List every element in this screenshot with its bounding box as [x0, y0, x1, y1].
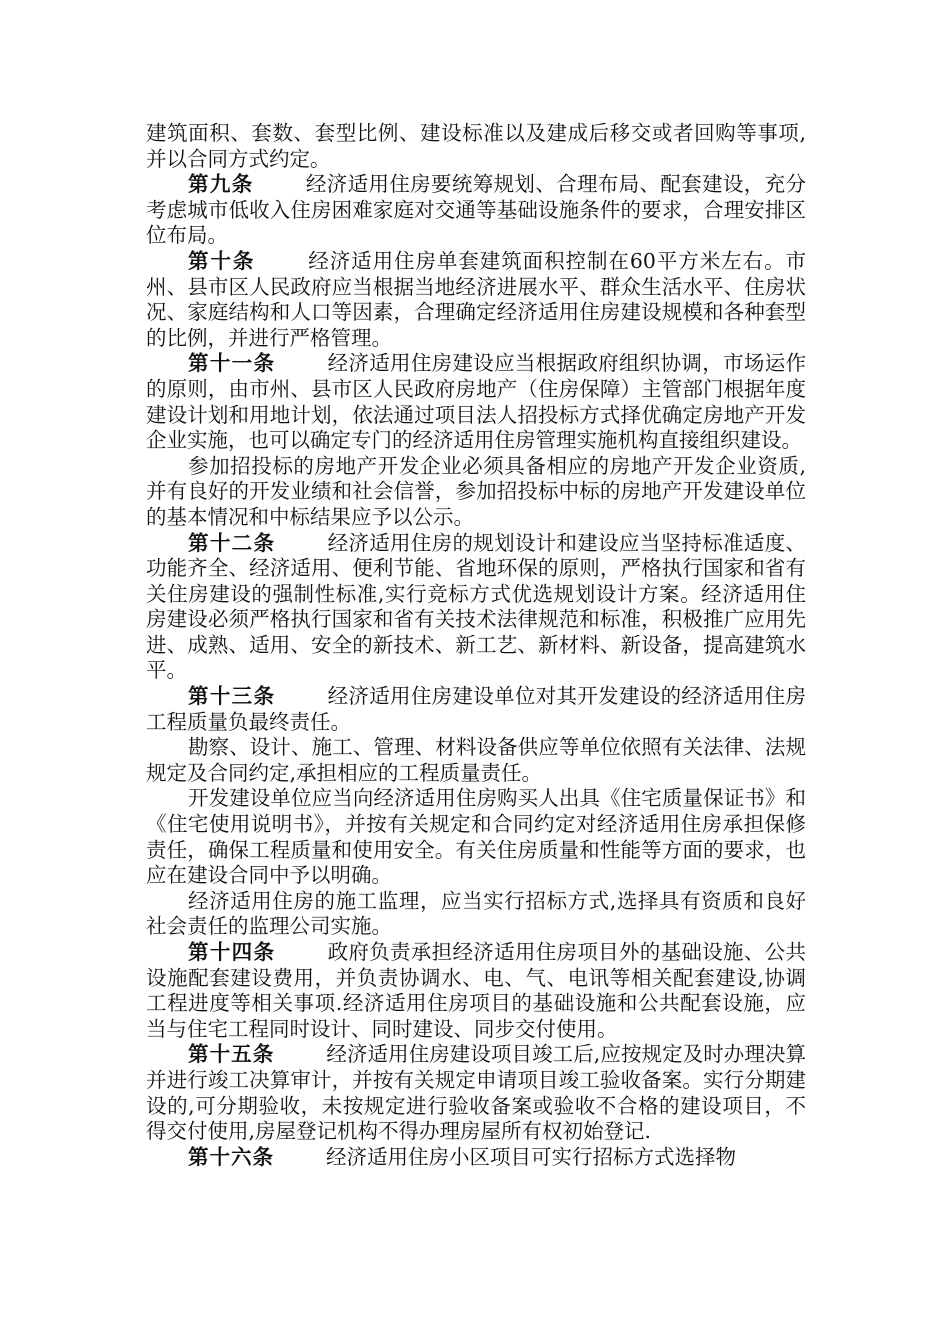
- paragraph: [146, 454, 806, 531]
- article-13: [146, 684, 806, 735]
- paragraph: [146, 121, 806, 172]
- article-text: 经济适用住房的规划设计和建设应当坚持标准适度、功能齐全、经济适用、便利节能、省地环保的原则，严格执行国家和省有关住房建设的强制性标准,实行竞标方式优选规划设计方案。经济适用住房建设必须严格执行国家和省有关技术法律规范和标准，积极推广应用先进、成熟、适用、安全的新技术、新工艺、新材料、新设备，提高建筑水平。: [146, 530, 807, 683]
- article-10: [146, 249, 806, 351]
- article-label: 第十二条: [188, 530, 276, 555]
- paragraph: [146, 786, 806, 888]
- article-label: 第十六条: [188, 1144, 274, 1169]
- article-12: [146, 531, 806, 685]
- paragraph-text: 经济适用住房的施工监理，应当实行招标方式,选择具有资质和良好社会责任的监理公司实施。: [146, 888, 806, 939]
- article-label: 第十四条: [188, 940, 276, 964]
- paragraph: [146, 889, 806, 940]
- article-9: [146, 172, 806, 249]
- paragraph-text: 建筑面积、套数、套型比例、建设标准以及建成后移交或者回购等事项,并以合同方式约定。: [146, 121, 806, 171]
- article-16: [146, 1145, 806, 1171]
- document-page: [146, 121, 806, 1170]
- article-text: 经济适用住房小区项目可实行招标方式选择物: [326, 1144, 736, 1169]
- article-text: 经济适用住房单套建筑面积控制在60平方米左右。市州、县市区人民政府应当根据当地经济进展水平、群众生活水平、住房状况、家庭结构和人口等因素，合理确定经济适用住房建设规模和各种套型的比例，并进行严格管理。: [146, 248, 807, 350]
- paragraph-text: 开发建设单位应当向经济适用住房购买人出具《住宅质量保证书》和《住宅使用说明书》，并按有关规定和合同约定对经济适用住房承担保修责任，确保工程质量和使用安全。有关住房质量和性能等方面的要求，也应在建设合同中予以明确。: [146, 786, 806, 888]
- article-text: 经济适用住房建设应当根据政府组织协调，市场运作的原则，由市州、县市区人民政府房地产（住房保障）主管部门根据年度建设计划和用地计划，依法通过项目法人招投标方式择优确定房地产开发企业实施，也可以确定专门的经济适用住房管理实施机构直接组织建设。: [146, 351, 807, 453]
- article-text: 经济适用住房建设项目竣工后,应按规定及时办理决算并进行竣工决算审计，并按有关规定申请项目竣工验收备案。实行分期建设的,可分期验收，未按规定进行验收备案或验收不合格的建设项目，不得交付使用,房屋登记机构不得办理房屋所有权初始登记.: [146, 1042, 807, 1144]
- paragraph-text: 勘察、设计、施工、管理、材料设备供应等单位依照有关法律、法规规定及合同约定,承担相应的工程质量责任。: [146, 735, 806, 785]
- article-text: 经济适用住房要统筹规划、合理布局、配套建设，充分考虑城市低收入住房困难家庭对交通等基础设施条件的要求，合理安排区位布局。: [146, 172, 807, 248]
- article-11: [146, 351, 806, 453]
- paragraph: [146, 735, 806, 786]
- article-text: 政府负责承担经济适用住房项目外的基础设施、公共设施配套建设费用，并负责协调水、电、气、电讯等相关配套建设,协调工程进度等相关事项.经济适用住房项目的基础设施和公共配套设施，应当与住宅工程同时设计、同时建设、同步交付使用。: [146, 940, 807, 1041]
- article-14: [146, 940, 806, 1042]
- article-label: 第九条: [188, 172, 254, 197]
- article-label: 第十一条: [188, 351, 276, 376]
- article-15: [146, 1042, 806, 1144]
- article-label: 第十五条: [188, 1042, 275, 1067]
- article-label: 第十三条: [188, 684, 276, 709]
- article-text: 经济适用住房建设单位对其开发建设的经济适用住房工程质量负最终责任。: [146, 684, 807, 734]
- paragraph-text: 参加招投标的房地产开发企业必须具备相应的房地产开发企业资质,并有良好的开发业绩和社会信誉，参加招投标中标的房地产开发建设单位的基本情况和中标结果应予以公示。: [146, 453, 806, 529]
- article-label: 第十条: [188, 248, 256, 273]
